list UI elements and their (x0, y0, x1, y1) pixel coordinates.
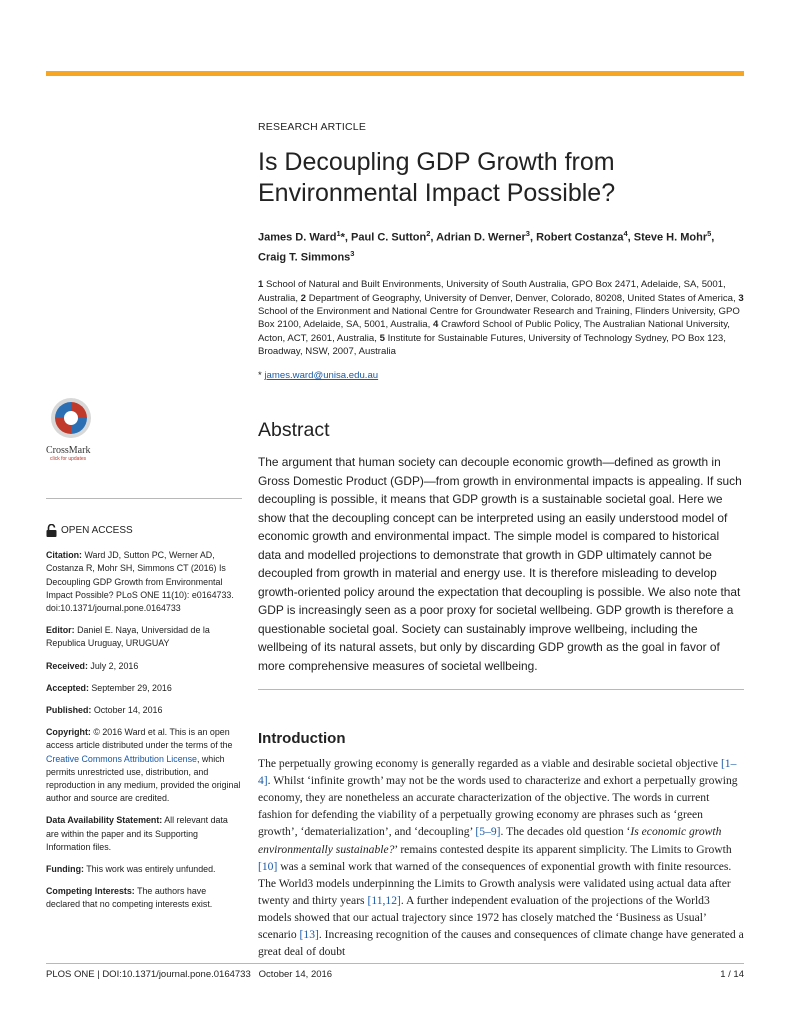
footer-journal-doi: PLOS ONE | DOI:10.1371/journal.pone.0164733 (46, 969, 251, 980)
author-name: Robert Costanza (536, 231, 624, 244)
crossmark-sublabel: click for updates (50, 456, 87, 462)
editor-block (46, 624, 242, 650)
author-name: Craig T. Simmons (258, 251, 351, 264)
email-link[interactable]: james.ward@unisa.edu.au (264, 370, 379, 382)
crossmark-badge[interactable] (46, 396, 106, 462)
contact-email (258, 370, 744, 381)
article-title: Is Decoupling GDP Growth from Environmental Impact Possible? (258, 148, 616, 207)
reference-link[interactable]: [13] (299, 928, 319, 942)
citation-block (46, 549, 242, 615)
affil-num: 3 (738, 292, 744, 304)
corresponding-mark: * (340, 231, 345, 244)
introduction-text (258, 755, 744, 960)
author-affil-num: 3 (525, 229, 530, 238)
abstract-heading: Abstract (258, 419, 330, 442)
introduction-heading: Introduction (258, 730, 346, 748)
received-block (46, 660, 242, 673)
article-info (46, 524, 242, 921)
author-affil-num: 3 (350, 248, 355, 258)
affil-text: School of Natural and Built Environments, University of South Australia, GPO Box 2471, Adelaide, SA, 5001, Australia, (258, 279, 726, 304)
citation-text: Ward JD, Sutton PC, Werner AD, Costanza R, Mohr SH, Simmons CT (2016) Is Decoupling GDP Growth from Environmental Impact Possible? PLoS ONE 11(10): e0164733. doi:10.1371/journal.pone.0164733 (46, 550, 234, 614)
accepted-label: Accepted: (46, 682, 89, 693)
intro-text-run: The perpetually growing economy is generally regarded as a viable and desirable societal objective (258, 757, 721, 771)
affiliations (258, 278, 744, 358)
footer-divider (46, 963, 744, 964)
author-name: James D. Ward (258, 231, 337, 244)
author-affil-num: 2 (426, 229, 431, 238)
editor-label: Editor: (46, 625, 75, 636)
reference-link[interactable]: [10] (258, 859, 278, 873)
abstract-text: The argument that human society can decouple economic growth—defined as growth in Gross Domestic Product (GDP)—from growth in environmental impacts is appealing. If such decoupling is possible, it means that GDP growth is a sustainable societal goal. Here we show that the decoupling concept can be interpreted using an easily understood model of economic growth and environmental impact. The simple model is compared to historical data and modelled projections to demonstrate that growth in GDP ultimately cannot be decoupled from growth in material and energy use. It is therefore misleading to develop growth-oriented policy around the expectation that decoupling is possible. We also note that GDP is increasingly seen as a poor proxy for societal wellbeing. GDP growth is therefore a questionable societal goal. Society can sustainably improve wellbeing, including the wellbeing of its natural assets, but only by discarding GDP growth as the goal in favor of more comprehensive measures of societal wellbeing. (258, 455, 742, 673)
competing-interests-block (46, 885, 242, 911)
header-accent-bar (46, 71, 744, 76)
footer-citation (46, 969, 332, 980)
copyright-block (46, 726, 242, 805)
author-name: Steve H. Mohr (633, 231, 708, 244)
page-number: 1 / 14 (720, 969, 744, 980)
reference-link[interactable]: [1–4] (258, 757, 737, 788)
open-access-badge (46, 524, 242, 537)
published-label: Published: (46, 705, 92, 716)
author-affil-num: 4 (623, 229, 628, 238)
author-affil-num: 1 (336, 229, 341, 238)
corresponding-mark: * (258, 370, 265, 382)
affil-num: 2 (300, 292, 307, 304)
received-label: Received: (46, 660, 88, 671)
citation-label: Citation: (46, 550, 82, 561)
affil-text: Crawford School of Public Policy, The Australian National University, Acton, ACT, 2601, Australia, (258, 319, 730, 344)
editor-text: Daniel E. Naya, Universidad de la Republica Uruguay, URUGUAY (46, 625, 210, 649)
license-link[interactable]: Creative Commons Attribution License (46, 753, 197, 764)
article-type-label: RESEARCH ARTICLE (258, 121, 367, 133)
reference-link[interactable]: [11,12] (367, 893, 401, 907)
open-lock-icon (46, 524, 57, 537)
crossmark-icon (49, 396, 93, 440)
author-name: Paul C. Sutton (351, 231, 427, 244)
published-block (46, 704, 242, 717)
intro-text-run: was a seminal work that warned of the consequences of exponential growth with finite resources. The World3 models underpinning the Limits to Growth analysis were validated using actual data after twenty and thirty years (258, 859, 732, 907)
author-list: James D. Ward$^1$*, Paul C. Sutton$^2$, Adrian D. Werner$^3$, Robert Costanza$^4$, Steve H. Mohr$^5$, Craig T. Simmons$^3$ (258, 229, 715, 264)
intro-text-run: . Whilst ‘infinite growth’ may not be the words used to characterize and exhort a perpetually growing economy, they are nonetheless an accurate characterization of the objective. The words in current fashion for defending the viability of a perpetually growing economy are phrases such as ‘green growth’, ‘dematerialization’, and ‘decoupling’ (258, 774, 738, 839)
crossmark-label: CrossMark (46, 445, 91, 456)
intro-text-run: ’ remains contested despite its apparent simplicity. The Limits to Growth (394, 842, 732, 856)
intro-text-run: . Increasing recognition of the causes and consequences of climate change have generated a great deal of doubt (258, 928, 744, 959)
copyright-label: Copyright: (46, 727, 91, 738)
accepted-date: September 29, 2016 (91, 682, 172, 693)
data-availability-label: Data Availability Statement: (46, 815, 163, 826)
intro-italic-question: Is economic growth environmentally sustainable? (258, 825, 722, 856)
open-access-label: OPEN ACCESS (61, 525, 133, 536)
funding-block (46, 863, 242, 876)
reference-link[interactable]: [5–9] (475, 825, 501, 839)
accepted-block (46, 682, 242, 695)
intro-text-run: . The decades old question ‘ (500, 825, 631, 839)
affil-num: 5 (379, 332, 385, 344)
intro-text-run: . A further independent evaluation of the projections of the World3 models showed that our actual trajectory since 1972 has closely matched the ‘Business as Usual’ scenario (258, 893, 710, 942)
funding-label: Funding: (46, 864, 84, 875)
affil-text: Institute for Sustainable Futures, University of Technology Sydney, PO Box 123, Broadway, NSW, 2007, Australia (258, 332, 726, 357)
data-availability-text: All relevant data are within the paper and its Supporting Information files. (46, 815, 228, 852)
sidebar-divider (46, 498, 242, 499)
funding-text: This work was entirely unfunded. (86, 864, 216, 875)
copyright-text: © 2016 Ward et al. This is an open access article distributed under the terms of the (46, 727, 233, 751)
data-availability-block (46, 814, 242, 854)
footer-date: October 14, 2016 (258, 969, 333, 980)
competing-interests-label: Competing Interests: (46, 886, 135, 897)
affil-text: School of the Environment and National Centre for Groundwater Research and Training, Flinders University, GPO Box 2100, Adelaide, SA, 5001, Australia, (258, 305, 740, 331)
affil-text: Department of Geography, University of Denver, Denver, Colorado, 80208, United States of America, (308, 292, 736, 304)
author-affil-num: 5 (707, 229, 712, 238)
received-date: July 2, 2016 (90, 660, 139, 671)
affil-num: 4 (432, 319, 439, 331)
copyright-text-end: , which permits unrestricted use, distribution, and reproduction in any medium, provided the original author and source are credited. (46, 753, 241, 804)
author-name: Adrian D. Werner (436, 231, 526, 244)
main-column (258, 118, 744, 960)
abstract-divider (258, 689, 744, 690)
affil-num: 1 (258, 279, 264, 291)
competing-interests-text: The authors have declared that no competing interests exist. (46, 886, 213, 910)
published-date: October 14, 2016 (93, 705, 163, 716)
